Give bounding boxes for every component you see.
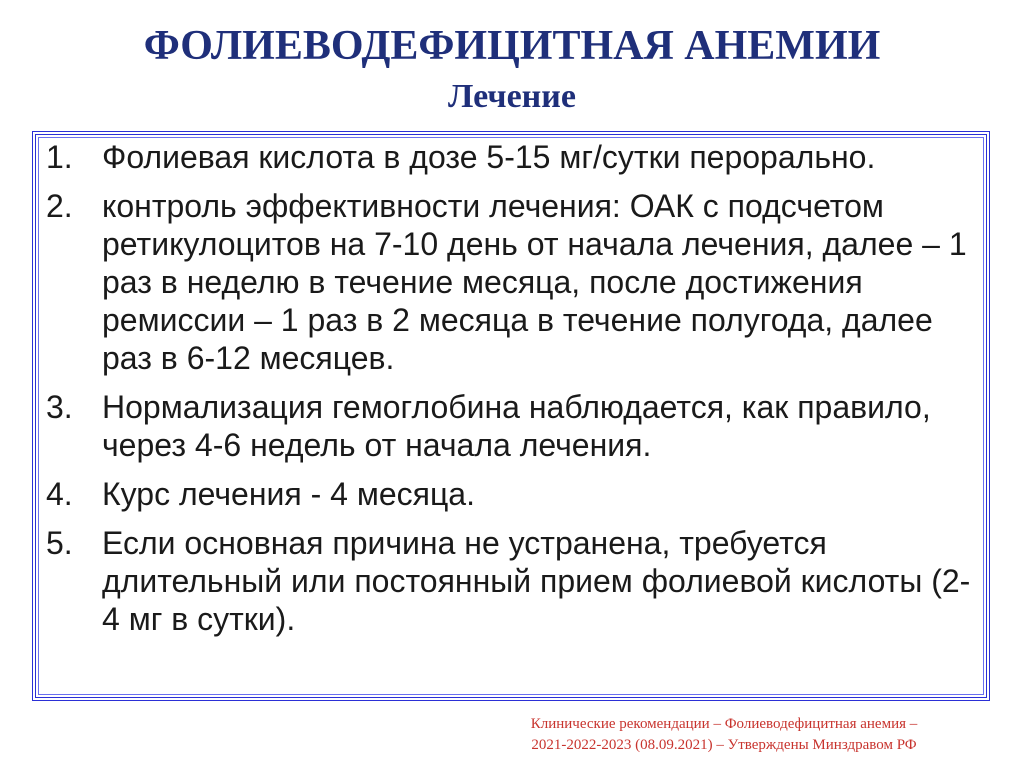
list-item-number: 2. xyxy=(46,188,73,224)
list-item xyxy=(46,138,986,176)
list-item xyxy=(46,187,986,377)
list-item-text: Нормализация гемоглобина наблюдается, как правило, через 4-6 недель от начала лечения. xyxy=(102,389,931,463)
source-line-2: 2021-2022-2023 (08.09.2021) – Утверждены Минздравом РФ xyxy=(531,737,917,753)
list-item-text: Курс лечения - 4 месяца. xyxy=(102,476,475,512)
list-item-number: 5. xyxy=(46,525,73,561)
list-item-text: контроль эффективности лечения: ОАК с подсчетом ретикулоцитов на 7-10 день от начала лечения, далее – 1 раз в неделю в течение месяца, после достижения ремиссии – 1 раз в 2 месяца в течение полугода, далее раз в 6-12 месяцев. xyxy=(102,188,967,376)
source-citation xyxy=(464,714,984,756)
list-item xyxy=(46,388,986,464)
list-item-text: Фолиевая кислота в дозе 5-15 мг/сутки перорально. xyxy=(102,139,876,175)
source-line-1: Клинические рекомендации – Фолиеводефицитная анемия – xyxy=(530,716,918,732)
treatment-list xyxy=(46,138,986,649)
slide-subtitle: Лечение xyxy=(448,78,576,115)
list-item xyxy=(46,524,986,638)
list-item xyxy=(46,475,986,513)
list-item-number: 4. xyxy=(46,476,73,512)
list-item-number: 3. xyxy=(46,389,73,425)
list-item-number: 1. xyxy=(46,139,73,175)
slide-title: ФОЛИЕВОДЕФИЦИТНАЯ АНЕМИИ xyxy=(143,23,881,69)
list-item-text: Если основная причина не устранена, требуется длительный или постоянный прием фолиевой кислоты (2-4 мг в сутки). xyxy=(102,525,971,637)
